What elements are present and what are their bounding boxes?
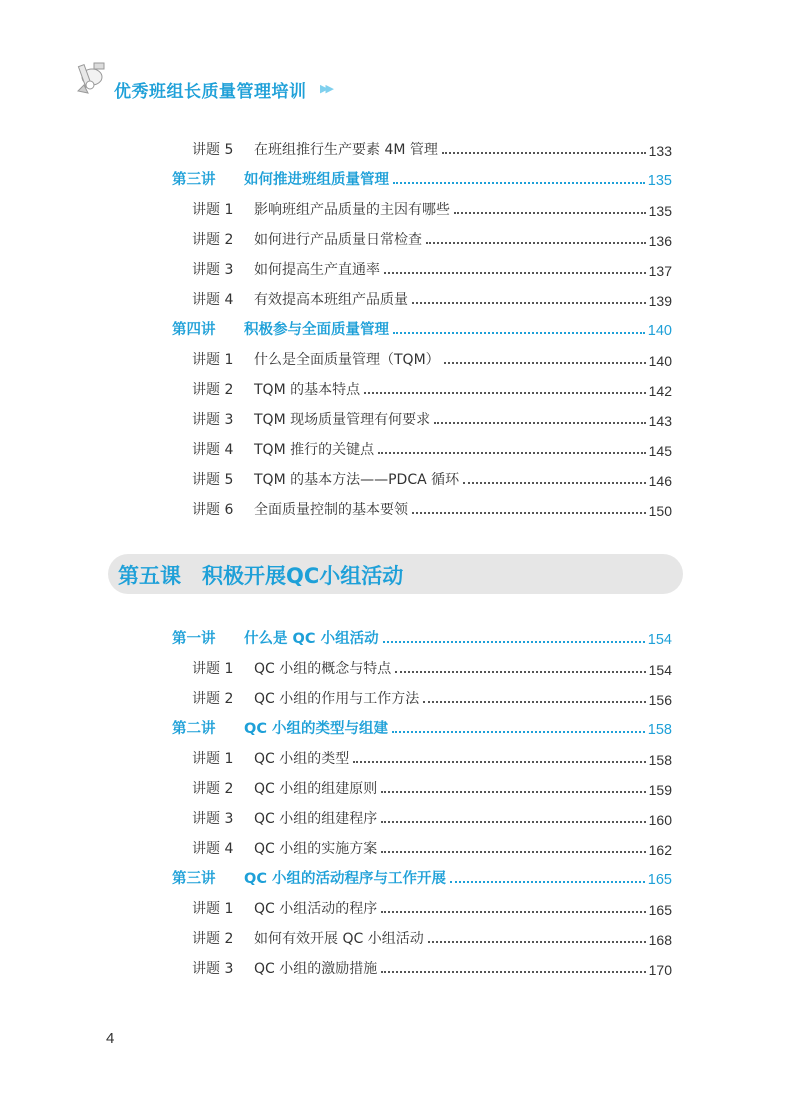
mascot-logo-icon bbox=[70, 55, 114, 99]
toc-entry-label bbox=[172, 168, 393, 189]
toc-entry-number: 讲题 1 bbox=[192, 352, 234, 368]
toc-entry-number: 第四讲 bbox=[172, 322, 216, 338]
dot-leader bbox=[381, 791, 645, 793]
dot-leader bbox=[450, 881, 645, 883]
toc-entry-title: QC 小组活动的程序 bbox=[254, 901, 378, 917]
dot-leader bbox=[364, 392, 646, 394]
toc-page-number: 154 bbox=[648, 662, 672, 678]
toc-topic-row bbox=[192, 656, 672, 678]
toc-entry-title: 如何推进班组质量管理 bbox=[244, 172, 389, 188]
dot-leader bbox=[381, 971, 645, 973]
toc-topic-row bbox=[192, 437, 672, 459]
toc-topic-row bbox=[192, 776, 672, 798]
toc-entry-label bbox=[192, 409, 434, 429]
dot-leader bbox=[463, 482, 646, 484]
toc-topic-row bbox=[192, 836, 672, 858]
dot-leader bbox=[454, 212, 646, 214]
toc-entry-title: QC 小组的组建程序 bbox=[254, 811, 378, 827]
toc-entry-title: 全面质量控制的基本要领 bbox=[254, 502, 408, 518]
toc-topic-row bbox=[192, 287, 672, 309]
toc-entry-number: 第二讲 bbox=[172, 721, 216, 737]
toc-entry-title: 如何进行产品质量日常检查 bbox=[254, 232, 422, 248]
dot-leader bbox=[353, 761, 645, 763]
toc-entry-title: 在班组推行生产要素 4M 管理 bbox=[254, 142, 438, 158]
dot-leader bbox=[412, 512, 646, 514]
toc-entry-number: 讲题 2 bbox=[192, 781, 234, 797]
toc-page-number: 135 bbox=[648, 203, 672, 219]
toc-entry-number: 讲题 6 bbox=[192, 502, 234, 518]
toc-topic-row bbox=[192, 467, 672, 489]
toc-entry-number: 讲题 3 bbox=[192, 961, 234, 977]
toc-entry-number: 讲题 4 bbox=[192, 292, 234, 308]
toc-entry-label bbox=[192, 658, 395, 678]
book-title: 优秀班组长质量管理培训 bbox=[114, 82, 307, 102]
toc-entry-label bbox=[192, 898, 381, 918]
toc-page-number: 140 bbox=[648, 353, 672, 369]
toc-topic-row bbox=[192, 347, 672, 369]
toc-entry-title: 积极参与全面质量管理 bbox=[244, 322, 389, 338]
dot-leader bbox=[428, 941, 646, 943]
toc-entry-label bbox=[192, 139, 442, 159]
toc-page-number: 154 bbox=[647, 632, 672, 648]
page-number: 4 bbox=[106, 1030, 115, 1047]
toc-topic-row bbox=[192, 377, 672, 399]
toc-topic-row bbox=[192, 926, 672, 948]
toc-topic-row bbox=[192, 407, 672, 429]
toc-entry-title: TQM 的基本特点 bbox=[254, 382, 361, 398]
lesson-title: 第五课 积极开展QC小组活动 bbox=[118, 564, 404, 588]
toc-entry-label bbox=[172, 627, 383, 648]
toc-entry-number: 讲题 5 bbox=[192, 142, 234, 158]
toc-page-number: 170 bbox=[648, 962, 672, 978]
toc-topic-row bbox=[192, 197, 672, 219]
toc-topic-row bbox=[192, 806, 672, 828]
dot-leader bbox=[381, 821, 645, 823]
dot-leader bbox=[423, 701, 645, 703]
toc-entry-number: 讲题 2 bbox=[192, 382, 234, 398]
toc-topic-row bbox=[192, 137, 672, 159]
toc-entry-title: QC 小组的概念与特点 bbox=[254, 661, 392, 677]
toc-entry-label bbox=[172, 867, 450, 888]
toc-entry-title: TQM 的基本方法——PDCA 循环 bbox=[254, 472, 460, 488]
toc-entry-title: QC 小组的活动程序与工作开展 bbox=[244, 871, 447, 887]
toc-lecture-row bbox=[172, 626, 672, 648]
dot-leader bbox=[378, 452, 646, 454]
toc-page-number: 145 bbox=[648, 443, 672, 459]
toc-entry-title: 如何提高生产直通率 bbox=[254, 262, 380, 278]
toc-entry-number: 第三讲 bbox=[172, 172, 216, 188]
toc-entry-number: 第一讲 bbox=[172, 631, 216, 647]
dot-leader bbox=[383, 641, 645, 643]
toc-entry-number: 讲题 3 bbox=[192, 811, 234, 827]
toc-entry-label bbox=[192, 349, 444, 369]
toc-entry-number: 讲题 4 bbox=[192, 841, 234, 857]
toc-entry-number: 讲题 1 bbox=[192, 751, 234, 767]
toc-page-number: 168 bbox=[648, 932, 672, 948]
toc-entry-title: TQM 推行的关键点 bbox=[254, 442, 375, 458]
toc-entry-label bbox=[192, 808, 381, 828]
dot-leader bbox=[412, 302, 646, 304]
page-header bbox=[70, 55, 400, 105]
dot-leader bbox=[393, 332, 645, 334]
toc-page-number: 140 bbox=[647, 323, 672, 339]
toc-entry-label bbox=[192, 928, 428, 948]
dot-leader bbox=[381, 911, 645, 913]
toc-page-number: 143 bbox=[648, 413, 672, 429]
toc-entry-label bbox=[192, 289, 412, 309]
toc-page-number: 158 bbox=[647, 722, 672, 738]
toc-page-number: 165 bbox=[648, 902, 672, 918]
toc-topic-row bbox=[192, 257, 672, 279]
dot-leader bbox=[392, 731, 645, 733]
toc-entry-title: QC 小组的类型与组建 bbox=[244, 721, 389, 737]
dot-leader bbox=[426, 242, 646, 244]
toc-lecture-row bbox=[172, 716, 672, 738]
toc-entry-title: QC 小组的激励措施 bbox=[254, 961, 378, 977]
lesson-heading-bar bbox=[108, 554, 683, 594]
toc-lecture-row bbox=[172, 167, 672, 189]
toc-entry-label bbox=[192, 958, 381, 978]
toc-page-number: 137 bbox=[648, 263, 672, 279]
toc-page-number: 160 bbox=[648, 812, 672, 828]
toc-topic-row bbox=[192, 746, 672, 768]
toc-entry-number: 讲题 1 bbox=[192, 202, 234, 218]
toc-entry-label bbox=[192, 199, 454, 219]
toc-page-number: 150 bbox=[648, 503, 672, 519]
toc-page-number: 158 bbox=[648, 752, 672, 768]
toc-entry-number: 讲题 3 bbox=[192, 412, 234, 428]
toc-entry-label bbox=[192, 688, 423, 708]
toc-entry-label bbox=[192, 469, 463, 489]
toc-entry-label bbox=[192, 229, 426, 249]
toc-entry-label bbox=[192, 778, 381, 798]
toc-entry-label bbox=[192, 748, 353, 768]
toc-entry-number: 讲题 1 bbox=[192, 901, 234, 917]
dot-leader bbox=[434, 422, 646, 424]
toc-entry-title: QC 小组的作用与工作方法 bbox=[254, 691, 420, 707]
toc-entry-title: 有效提高本班组产品质量 bbox=[254, 292, 408, 308]
toc-entry-number: 讲题 5 bbox=[192, 472, 234, 488]
toc-entry-title: 什么是 QC 小组活动 bbox=[244, 631, 379, 647]
toc-topic-row bbox=[192, 497, 672, 519]
toc-entry-number: 讲题 2 bbox=[192, 931, 234, 947]
toc-topic-row bbox=[192, 956, 672, 978]
toc-entry-label bbox=[192, 379, 364, 399]
toc-lecture-row bbox=[172, 317, 672, 339]
toc-topic-row bbox=[192, 896, 672, 918]
dot-leader bbox=[395, 671, 645, 673]
dot-leader bbox=[381, 851, 645, 853]
toc-entry-number: 讲题 1 bbox=[192, 661, 234, 677]
toc-page-number: 146 bbox=[648, 473, 672, 489]
toc-entry-title: 如何有效开展 QC 小组活动 bbox=[254, 931, 424, 947]
toc-entry-label bbox=[192, 838, 381, 858]
toc-topic-row bbox=[192, 686, 672, 708]
toc-entry-title: QC 小组的类型 bbox=[254, 751, 350, 767]
toc-entry-label bbox=[192, 259, 384, 279]
toc-topic-row bbox=[192, 227, 672, 249]
toc-entry-number: 讲题 2 bbox=[192, 691, 234, 707]
toc-entry-label bbox=[172, 717, 392, 738]
toc-entry-number: 讲题 2 bbox=[192, 232, 234, 248]
dot-leader bbox=[444, 362, 646, 364]
toc-entry-label bbox=[172, 318, 393, 339]
toc-entry-title: TQM 现场质量管理有何要求 bbox=[254, 412, 431, 428]
toc-entry-label bbox=[192, 499, 412, 519]
toc-page-number: 136 bbox=[648, 233, 672, 249]
toc-entry-number: 讲题 3 bbox=[192, 262, 234, 278]
toc-page-number: 135 bbox=[647, 173, 672, 189]
dot-leader bbox=[442, 152, 646, 154]
toc-page-number: 156 bbox=[648, 692, 672, 708]
toc-entry-label bbox=[192, 439, 378, 459]
toc-page-number: 159 bbox=[648, 782, 672, 798]
toc-page-number: 142 bbox=[648, 383, 672, 399]
toc-entry-title: QC 小组的组建原则 bbox=[254, 781, 378, 797]
toc-entry-title: QC 小组的实施方案 bbox=[254, 841, 378, 857]
arrow-decoration-icon: ▶▶ bbox=[320, 82, 331, 95]
toc-entry-title: 影响班组产品质量的主因有哪些 bbox=[254, 202, 450, 218]
toc-entry-title: 什么是全面质量管理（TQM） bbox=[254, 352, 440, 368]
toc-page-number: 165 bbox=[647, 872, 672, 888]
toc-entry-number: 讲题 4 bbox=[192, 442, 234, 458]
dot-leader bbox=[393, 182, 645, 184]
dot-leader bbox=[384, 272, 646, 274]
toc-lecture-row bbox=[172, 866, 672, 888]
toc-page-number: 139 bbox=[648, 293, 672, 309]
toc-entry-number: 第三讲 bbox=[172, 871, 216, 887]
toc-page-number: 133 bbox=[648, 143, 672, 159]
toc-page-number: 162 bbox=[648, 842, 672, 858]
